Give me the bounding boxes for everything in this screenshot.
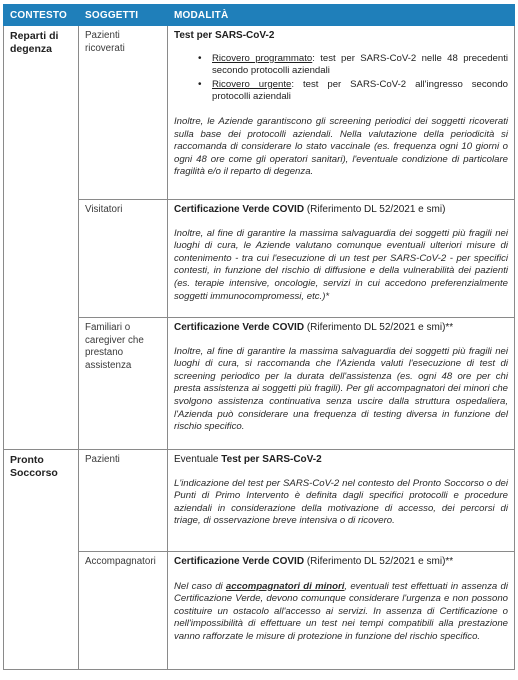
bullet-text: : test per SARS-CoV-2 all'ingresso secondo protocolli aziendali	[212, 78, 508, 103]
modality-title-strong: Certificazione Verde COVID	[174, 322, 305, 333]
modality-note: Inoltre, al fine di garantire la massima salvaguardia dei soggetti più fragili nei luoghi di cura, le Aziende valutano comunque eventuali ulteriori misure di contenimento - tra cui l'esecuzione di un test per SARS-CoV-2 - per specifici contesti, in funzione del rischio di diffusione e della vulnerabilità dei pazienti (es. terapie intensive, oncologie, servizi in cui accedono preferenzialmente soggetti immunocompromessi, etc.)*	[174, 227, 508, 302]
context-cell-pronto-soccorso: Pronto Soccorso	[4, 450, 79, 670]
table-row	[4, 552, 515, 670]
modality-title-ref: (Riferimento DL 52/2021 e smi)	[304, 204, 446, 215]
modality-note: L'indicazione del test per SARS-CoV-2 nel contesto del Pronto Soccorso o dei Punti di Primo Intervento è definita dagli specifici protocolli e procedure aziendali in considerazione della motivazione di accesso, dei percorsi di triage, di osservazione breve intensiva o di ricovero.	[174, 477, 508, 527]
bullet-icon: •	[198, 52, 202, 64]
bullet-term: Ricovero urgente	[212, 78, 292, 90]
modality-title	[174, 204, 508, 217]
subject-cell: Pazienti	[79, 450, 168, 552]
context-cell-reparti: Reparti di degenza	[4, 26, 79, 450]
modality-title	[174, 556, 508, 569]
header-soggetti: SOGGETTI	[79, 5, 168, 26]
modality-title	[174, 322, 508, 335]
bullet-term: Ricovero programmato	[212, 52, 313, 64]
modality-cell	[168, 318, 515, 450]
list-item	[198, 78, 508, 104]
modality-cell	[168, 200, 515, 318]
modality-title-ref: (Riferimento DL 52/2021 e smi)**	[304, 556, 454, 567]
subject-cell: Familiari o caregiver che prestano assistenza	[79, 318, 168, 450]
bullet-icon: •	[198, 78, 202, 90]
subject-cell: Pazienti ricoverati	[79, 26, 168, 200]
note-prefix: Nel caso di	[174, 580, 226, 592]
modality-cell	[168, 26, 515, 200]
table-row	[4, 26, 515, 200]
modality-title-ref: (Riferimento DL 52/2021 e smi)**	[304, 322, 454, 333]
modality-title-prefix: Eventuale	[174, 454, 222, 465]
modality-title	[174, 454, 508, 467]
measures-table	[3, 4, 515, 670]
modality-cell	[168, 552, 515, 670]
modality-note: Inoltre, le Aziende garantiscono gli screening periodici dei soggetti ricoverati sulla base dei protocolli aziendali. Nella valutazione della periodicità si raccomanda di considerare lo stato vaccinale (es. frequenza ogni 10 giorni o ogni 48 ore come gli operatori sanitari), l'eventuale condizione di particolare fragilità e/o il reparto di degenza.	[174, 115, 508, 178]
bullet-text: : test per SARS-CoV-2 nelle 48 precedenti secondo protocolli aziendali	[212, 52, 508, 77]
table-row	[4, 450, 515, 552]
subject-cell: Accompagnatori	[79, 552, 168, 670]
list-item	[198, 52, 508, 78]
table-row	[4, 318, 515, 450]
modality-title-strong: Test per SARS-CoV-2	[221, 454, 322, 465]
header-contesto: CONTESTO	[4, 5, 79, 26]
modality-title-strong: Certificazione Verde COVID	[174, 204, 305, 215]
header-modalita: MODALITÀ	[168, 5, 515, 26]
note-term: accompagnatori di minori	[225, 580, 345, 592]
modality-note: Inoltre, al fine di garantire la massima salvaguardia dei soggetti più fragili nei luoghi di cura, si raccomanda che l'Azienda valuti l'esecuzione di test di screening periodico per la durata dell'assistenza (es. ogni 48 ore per chi presta assistenza ai soggetti più fragili). Per gli accompagnatori dei minori che svolgono assistenza continuativa senza uscire dalla struttura ospedaliera, l'Azienda può considerare una frequenza di testing diversa in funzione del rischio specifico.	[174, 345, 508, 433]
modality-note	[174, 581, 508, 644]
note-text: , eventuali test effettuati in assenza di Certificazione Verde, devono comunque considerare l'urgenza e non possono costituire un ostacolo all'accesso ai servizi. In assenza di Certificazione o nell'impossibilità di effettuare un test nei tempi compatibili alla prestazione vanno rafforzate le misure di protezione in funzione del rischio specifico.	[174, 580, 508, 642]
modality-cell	[168, 450, 515, 552]
subject-cell: Visitatori	[79, 200, 168, 318]
header-row	[4, 5, 515, 26]
modality-title: Test per SARS-CoV-2	[174, 30, 275, 41]
bullet-list	[174, 53, 508, 104]
table-row	[4, 200, 515, 318]
modality-title-strong: Certificazione Verde COVID	[174, 556, 305, 567]
